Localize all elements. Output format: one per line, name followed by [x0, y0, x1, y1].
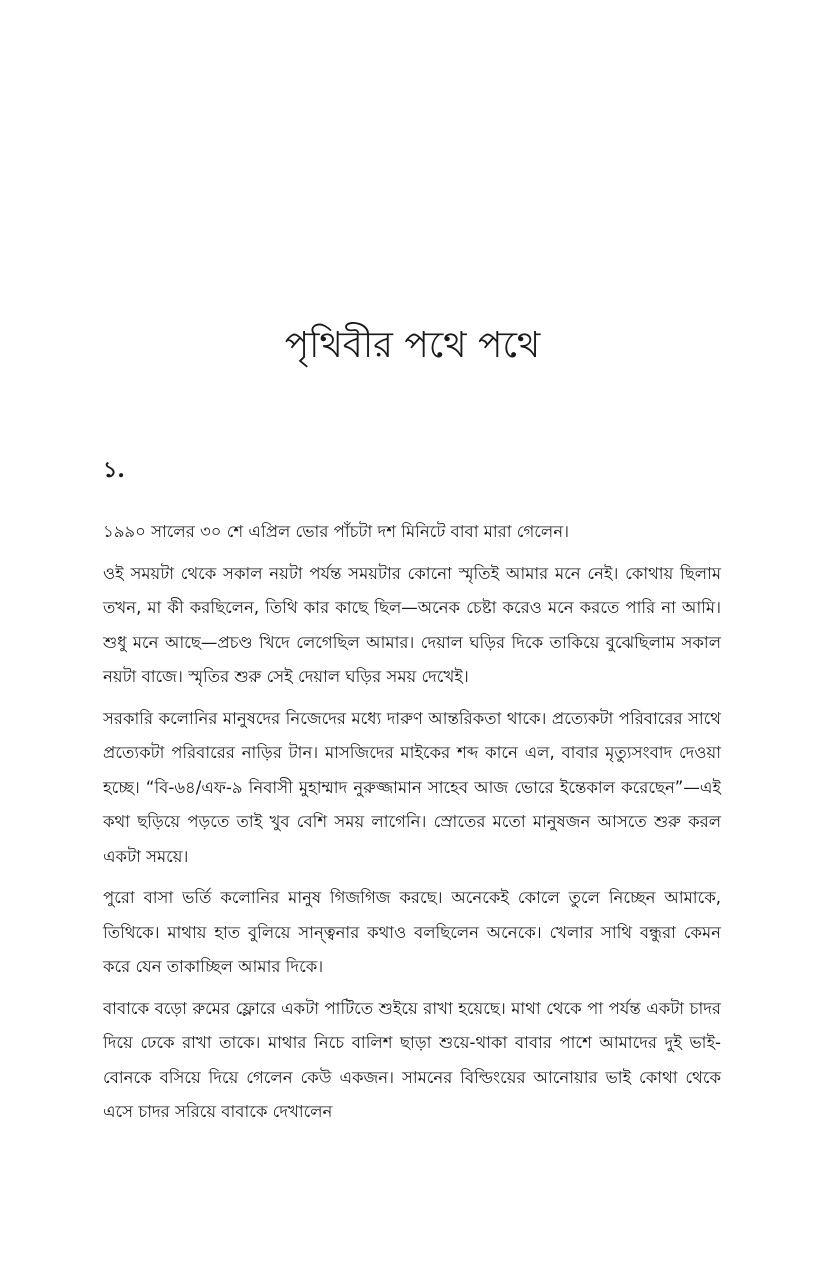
section-number: ১.	[103, 457, 125, 483]
paragraph: বাবাকে বড়ো রুমের ফ্লোরে একটা পাটিতে শুইয়ে রাখা হয়েছে। মাথা থেকে পা পর্যন্ত একটা চাদর দিয়ে ঢেকে রাখা তাকে। মাথার নিচে বালিশ ছাড়া শুয়ে-থাকা বাবার পাশে আমাদের দুই ভাই-বোনকে বসিয়ে দিয়ে গেলেন কেউ একজন। সামনের বিল্ডিংয়ের আনোয়ার ভাই কোথা থেকে এসে চাদর সরিয়ে বাবাকে দেখালেন	[103, 998, 721, 1121]
paragraph: ১৯৯০ সালের ৩০ শে এপ্রিল ভোর পাঁচটা দশ মিনিটে বাবা মারা গেলেন।	[103, 522, 569, 541]
body-text	[103, 515, 721, 1137]
paragraph: পুরো বাসা ভর্তি কলোনির মানুষ গিজগিজ করছে। অনেকেই কোলে তুলে নিচ্ছেন আমাকে, তিথিকে। মাথায় হাত বুলিয়ে সান্ত্বনার কথাও বলছিলেন অনেকে। খেলার সাথি বন্ধুরা কেমন করে যেন তাকাচ্ছিল আমার দিকে।	[103, 888, 721, 976]
paragraph: ওই সময়টা থেকে সকাল নয়টা পর্যন্ত সময়টার কোনো স্মৃতিই আমার মনে নেই। কোথায় ছিলাম তখন, মা কী করছিলেন, তিথি কার কাছে ছিল—অনেক চেষ্টা করেও মনে করতে পারি না আমি। শুধু মনে আছে—প্রচণ্ড খিদে লেগেছিল আমার। দেয়াল ঘড়ির দিকে তাকিয়ে বুঝেছিলাম সকাল নয়টা বাজে। স্মৃতির শুরু সেই দেয়াল ঘড়ির সময় দেখেই।	[103, 563, 721, 686]
chapter-title: পৃথিবীর পথে পথে	[284, 325, 541, 366]
paragraph: সরকারি কলোনির মানুষদের নিজেদের মধ্যে দারুণ আন্তরিকতা থাকে। প্রত্যেকটা পরিবারের সাথে প্রত্যেকটা পরিবারের নাড়ির টান। মাসজিদের মাইকের শব্দ কানে এল, বাবার মৃত্যুসংবাদ দেওয়া হচ্ছে। “বি-৬৪/এফ-৯ নিবাসী মুহাম্মাদ নুরুজ্জামান সাহেব আজ ভোরে ইন্তেকাল করেছেন”—এই কথা ছড়িয়ে পড়তে তাই খুব বেশি সময় লাগেনি। স্রোতের মতো মানুষজন আসতে শুরু করল একটা সময়ে।	[103, 708, 721, 866]
